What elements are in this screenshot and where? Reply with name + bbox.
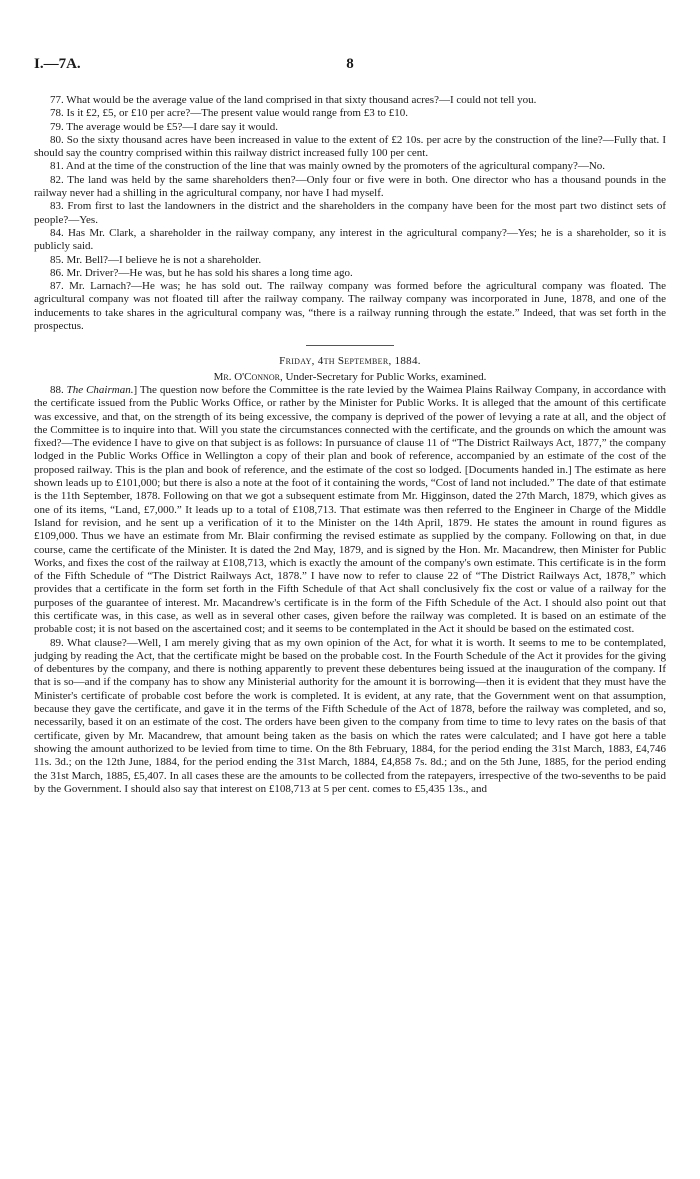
paragraph-77: 77. What would be the average value of the land comprised in that sixty thousand acres?—I could not tell you.	[50, 94, 537, 106]
paragraph-78: 78. Is it £2, £5, or £10 per acre?—The present value would range from £3 to £10.	[50, 107, 409, 120]
paragraph-84: 84. Has Mr. Clark, a shareholder in the railway company, any interest in the agricultural company?—Yes; he is a shareholder, so it is publicly said.	[34, 226, 666, 253]
paragraph-87: 87. Mr. Larnach?—He was; he has sold out. The railway company was formed before the agricultural company was floated. The agricultural company was not floated till after the railway company. The railway company was incorporated in June, 1878, and one of the inducements to take shares in the agricultural company was, “there is a railway running through the estate.” Indeed, that was set forth in the prospectus.	[34, 280, 666, 333]
document-body	[34, 94, 666, 796]
paragraph-79: 79. The average would be £5?—I dare say it would.	[50, 120, 278, 133]
paragraph-88-speaker: The Chairman.	[66, 383, 134, 396]
paragraph-89: 89. What clause?—Well, I am merely giving that as my own opinion of the Act, for what it is worth. It seems to me to be contemplated, judging by reading the Act, that the certificate might be based on the probable cost. In the Fourth Schedule of the Act it provides for the giving of debentures by the company, and there is nothing apparently to prevent these debentures being issued at the inauguration of the company. If that is so—and if the company has to show any Ministerial authority for the amount it is borrowing—then it is evident that they must have the Minister's certificate of probable cost before the work is completed. It is evident, at any rate, that the Government went on that assumption, because they gave the certificate, and gave it in the terms of the Fifth Schedule of the Act of 1878, before the railway was completed, and so, necessarily, based it on an estimate of the cost. The orders have been given to the company from time to time to levy rates on the basis of that certificate, given by Mr. Macandrew, that amount being taken as the basis on which the rates were calculated; and I have got here a table showing the amount authorized to be levied from time to time. On the 8th February, 1884, for the period ending the 31st March, 1883, £4,746 11s. 3d.; on the 12th June, 1884, for the period ending the 31st March, 1884, £4,858 7s. 8d.; and on the 5th June, 1885, for the period ending the 31st March, 1885, £5,407. In all cases these are the amounts to be collected from the ratepayers, irrespective of the two-sevenths to be paid by the Government. I should also say that interest on £108,713 at 5 per cent. comes to £5,435 13s., and	[34, 636, 666, 795]
paragraph-80: 80. So the sixty thousand acres have been increased in value to the extent of £2 10s. per acre by the construction of the line?—Fully that. I should say the country comprised within this railway district increased fully 100 per cent.	[34, 133, 666, 160]
paragraph-85: 85. Mr. Bell?—I believe he is not a shareholder.	[50, 253, 262, 266]
paragraph-81: 81. And at the time of the construction of the line that was mainly owned by the promoters of the agricultural company?—No.	[50, 160, 606, 173]
document-reference: I.—7A.	[34, 56, 81, 72]
paragraph-83: 83. From first to last the landowners in the district and the shareholders in the company have been for the most part two distinct sets of people?—Yes.	[34, 200, 666, 226]
section-divider	[306, 345, 394, 346]
paragraph-88-text: ] The question now before the Committee is the rate levied by the Waimea Plains Railway Company, in accordance with the certificate issued from the Public Works Office, or rather by the Minister for Public Works. It is alleged that the amount of this certificate was excessive, and that, on the strength of its being excessive, the company is deprived of the power of levying a rate at all, and the object of the Committee is to inquire into that. Will you state the circumstances connected with the certificate, and the grounds on which the amount was fixed?—The evidence I have to give on that subject is as follows: In pursuance of clause 11 of “The District Railways Act, 1877,” the company lodged in the Public Works Office in Wellington a copy of their plan and book of reference, accompanied by an estimate of the cost of the proposed railway. This is the plan and book of reference, and the estimate of the cost so lodged. [Documents handed in.] The estimate as here shown leads up to £101,000; but there is also a note at the foot of it containing the words, “Cost of land not included.” The date of that estimate is the 11th September, 1878. Following on that we got a subsequent estimate from Mr. Higginson, dated the 27th March, 1879, which gives as one of its items, “Land, £7,000.” It leads up to a total of £108,713. That estimate was then referred to the Engineer in Charge of the Middle Island for revision, and he sent up a verification of it to the Minister on the 14th April, 1879. He states the amount in round figures as £109,000. Thus we have an estimate from Mr. Blair confirming the revised estimate as supplied by the company. Following on that, in due course, came the certificate of the Minister. It is dated the 2nd May, 1879, and is signed by the Hon. Mr. Macandrew, then Minister for Public Works, and fixes the cost of the railway at £108,713, which is exactly the amount of the company's own estimate. This certificate is in the form of the Fifth Schedule of “The District Railways Act, 1878.” I have now to refer to clause 22 of “The District Railways Act, 1878,” which provides that a certificate in the form set forth in the Fifth Schedule of that Act shall conclusively fix the cost or value of a railway for the purposes of the guarantee of interest. Mr. Macandrew's certificate is in the form of the Fifth Schedule of the Act. I should also point out that this certificate was, in this case, as well as in several other cases, given before the railway was completed. It is based on an estimate of the probable cost; it is not based on the ascertained cost; and it seems to be contemplated in the Act it should be based on the estimated cost.	[34, 383, 667, 636]
session-date: Friday, 4th September, 1884.	[279, 355, 421, 368]
paragraph-86: 86. Mr. Driver?—He was, but he has sold his shares a long time ago.	[50, 266, 353, 279]
page-number: 8	[346, 56, 354, 72]
witness-name: Mr. O'Connor	[213, 370, 280, 383]
witness-role: , Under-Secretary for Public Works, examined.	[279, 370, 487, 383]
witness-heading	[34, 371, 666, 384]
paragraph-88	[34, 384, 666, 637]
paragraph-88-number: 88.	[50, 383, 64, 396]
paragraph-82: 82. The land was held by the same shareholders then?—Only four or five were in both. One director who has a thousand pounds in the railway never had a shilling in the agricultural company, nor have I had myself.	[34, 173, 666, 200]
page-header	[34, 58, 666, 78]
